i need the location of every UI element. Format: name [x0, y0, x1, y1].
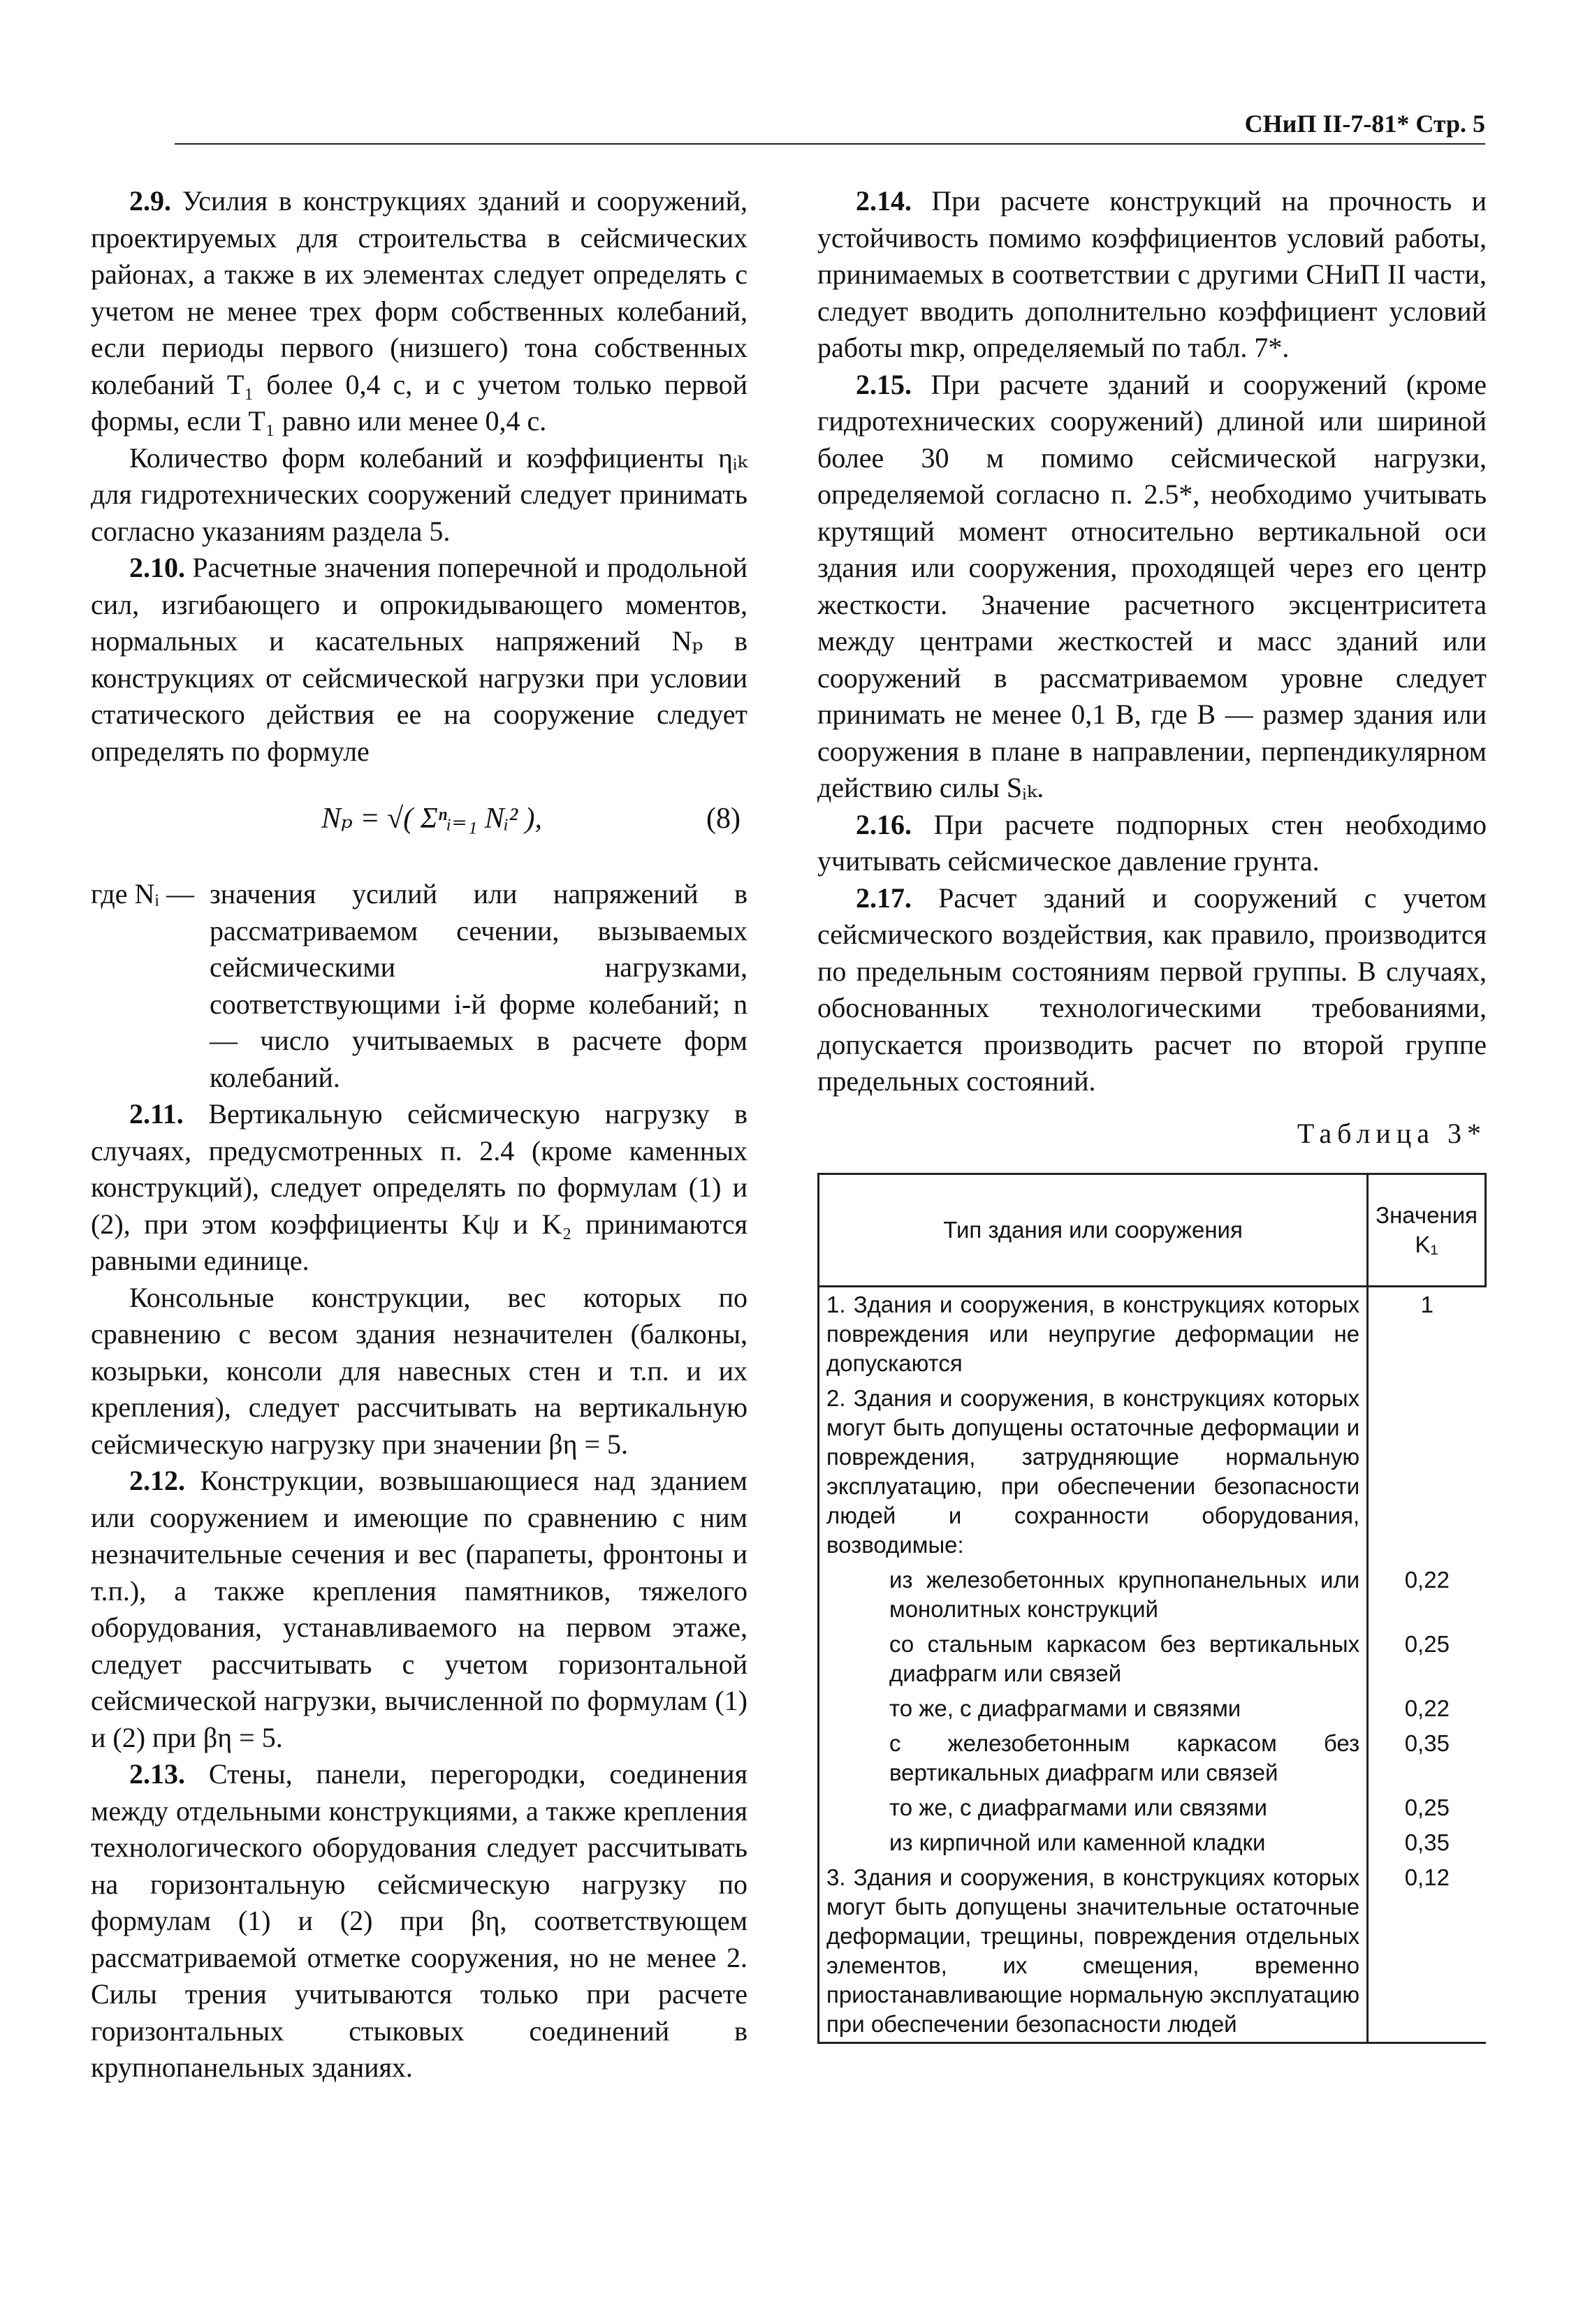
legend-term: где Nᵢ —	[91, 878, 194, 909]
table-row	[819, 1381, 1486, 1563]
table-cell-type: 1. Здания и сооружения, в конструкциях которых повреждения или неупругие деформации не допускаются	[819, 1287, 1368, 1382]
formula-number: (8)	[706, 802, 741, 835]
formula-expression: Nₚ = √( Σⁿᵢ₌₁ Nᵢ² ),	[321, 802, 543, 835]
table-cell-type: со стальным каркасом без вертикальных диафрагм или связей	[819, 1627, 1368, 1691]
table-cell-value: 0,35	[1368, 1825, 1486, 1860]
header-rule	[175, 143, 1485, 145]
table-body	[819, 1287, 1486, 2043]
paragraph-text: Расчетные значения поперечной и продольной сил, изгибающего и опрокидывающего моментов, нормальных и касательных напряжений Nₚ в конструкциях от сейсмической нагрузки при условии статического действия ее на сооружение следует определять по формуле	[91, 552, 747, 767]
table-cell-value: 0,25	[1368, 1790, 1486, 1825]
table-caption: Таблица 3*	[1297, 1117, 1487, 1149]
table-row	[819, 1563, 1486, 1627]
section-number: 2.17.	[856, 882, 912, 914]
legend-description: значения усилий или напряжений в рассматриваемом сечении, вызываемых сейсмическими нагрузками, соответствующими i-й форме колебаний; n — число учитываемых в расчете форм колебаний.	[210, 878, 747, 1093]
table-3	[817, 1173, 1487, 2044]
paragraph-text: Стены, панели, перегородки, соединения между отдельными конструкциями, а также крепления технологического оборудования следует рассчитывать на горизонтальную сейсмическую нагрузку по формулам (1) и (2) при βη, соответствующем рассматриваемой отметке сооружения, но не менее 2. Силы трения учитываются только при расчете горизонтальных стыковых соединений в крупнопанельных зданиях.	[91, 1758, 747, 2083]
table-row	[819, 1860, 1486, 2043]
table-cell-value	[1368, 1381, 1486, 1563]
table-row	[819, 1627, 1486, 1691]
paragraph-2-10	[91, 550, 747, 770]
table-cell-type: из кирпичной или каменной кладки	[819, 1825, 1368, 1860]
table-row	[819, 1790, 1486, 1825]
paragraph-text: При расчете зданий и сооружений (кроме гидротехнических сооружений) длиной или шириной более 30 м помимо сейсмической нагрузки, определяемой согласно п. 2.5*, необходимо учитывать крутящий момент относительно вертикальной оси здания или сооружения, проходящей через его центр жесткости. Значение расчетного эксцентриситета между центрами жесткостей и масс зданий или сооружений в рассматриваемом уровне следует принимать не менее 0,1 B, где B — размер здания или сооружения в плане в направлении, перпендикулярном действию силы Sᵢₖ.	[817, 368, 1487, 803]
table-row	[819, 1726, 1486, 1790]
table-row	[819, 1287, 1486, 1382]
table-cell-type: то же, с диафрагмами и связями	[819, 1691, 1368, 1726]
table-cell-value: 0,12	[1368, 1860, 1486, 2043]
section-number: 2.15.	[856, 368, 912, 400]
section-number: 2.9.	[129, 185, 171, 217]
paragraph-text: Расчет зданий и сооружений с учетом сейсмического воздействия, как правило, производится по предельным состояниям первой группы. В случаях, обоснованных технологическими требованиями, допускается производить расчет по второй группе предельных состояний.	[817, 882, 1487, 1097]
table-header-row	[819, 1174, 1486, 1287]
paragraph-2-14	[817, 183, 1487, 367]
table-cell-value: 0,22	[1368, 1563, 1486, 1627]
paragraph-text: Усилия в конструкциях зданий и сооружений, проектируемых для строительства в сейсмических районах, а также в их элементах следует определять с учетом не менее трех форм собственных колебаний, если периоды первого (низшего) тона собственных колебаний T₁ более 0,4 с, и с учетом только первой формы, если T₁ равно или менее 0,4 с.	[91, 185, 747, 437]
section-number: 2.10.	[129, 552, 185, 583]
table-row	[819, 1691, 1486, 1726]
paragraph-2-17	[817, 880, 1487, 1100]
table-cell-value: 0,35	[1368, 1726, 1486, 1790]
paragraph-2-15	[817, 367, 1487, 807]
paragraph-text: При расчете конструкций на прочность и устойчивость помимо коэффициентов условий работы, принимаемых в соответствии с другими СНиП II части, следует вводить дополнительно коэффициент условий работы mкр, определяемый по табл. 7*.	[817, 185, 1487, 363]
page-header: СНиП II-7-81* Стр. 5	[1244, 110, 1485, 138]
paragraph-2-9-b: Количество форм колебаний и коэффициенты ηᵢₖ для гидротехнических сооружений следует принимать согласно указаниям раздела 5.	[91, 441, 747, 547]
table-cell-value: 0,22	[1368, 1691, 1486, 1726]
table-cell-value: 1	[1368, 1287, 1486, 1382]
section-number: 2.11.	[129, 1098, 184, 1130]
formula-legend	[91, 876, 747, 1096]
paragraph-2-11	[91, 1096, 747, 1280]
table-cell-type: с железобетонным каркасом без вертикальных диафрагм или связей	[819, 1726, 1368, 1790]
table-header-value: Значения K₁	[1368, 1174, 1486, 1287]
table-cell-type: 3. Здания и сооружения, в конструкциях которых могут быть допущены значительные остаточные деформации, трещины, повреждения отдельных элементов, их смещения, временно приостанавливающие нормальную эксплуатацию при обеспечении безопасности людей	[819, 1860, 1368, 2043]
paragraph-2-11-b: Консольные конструкции, вес которых по сравнению с весом здания незначителен (балконы, козырьки, консоли для навесных стен и т.п. и их крепления), следует рассчитывать на вертикальную сейсмическую нагрузку при значении βη = 5.	[91, 1281, 747, 1460]
table-cell-type: то же, с диафрагмами или связями	[819, 1790, 1368, 1825]
paragraph-2-16	[817, 807, 1487, 880]
table-row	[819, 1825, 1486, 1860]
paragraph-text: При расчете подпорных стен необходимо учитывать сейсмическое давление грунта.	[817, 808, 1487, 877]
section-number: 2.14.	[856, 185, 912, 217]
paragraph-text: Вертикальную сейсмическую нагрузку в случаях, предусмотренных п. 2.4 (кроме каменных конструкций), следует определять по формулам (1) и (2), при этом коэффициенты Kψ и K₂ принимаются равными единице.	[91, 1098, 747, 1276]
table-cell-type: 2. Здания и сооружения, в конструкциях которых могут быть допущены остаточные деформации и повреждения, затрудняющие нормальную эксплуатацию, при обеспечении безопасности людей и сохранности оборудования, возводимые:	[819, 1381, 1368, 1563]
section-number: 2.13.	[129, 1758, 185, 1790]
paragraph-text: Конструкции, возвышающиеся над зданием или сооружением и имеющие по сравнению с ним незначительные сечения и вес (парапеты, фронтоны и т.п.), а также крепления памятников, тяжелого оборудования, устанавливаемого на первом этаже, следует рассчитывать с учетом горизонтальной сейсмической нагрузки, вычисленной по формулам (1) и (2) при βη = 5.	[91, 1465, 747, 1753]
left-column	[91, 183, 747, 2087]
table-cell-value: 0,25	[1368, 1627, 1486, 1691]
table-header-type: Тип здания или сооружения	[819, 1174, 1368, 1287]
paragraph-2-9	[91, 183, 747, 440]
paragraph-2-12	[91, 1463, 747, 1756]
paragraph-2-13	[91, 1756, 747, 2087]
section-number: 2.12.	[129, 1465, 185, 1496]
table-cell-type: из железобетонных крупнопанельных или монолитных конструкций	[819, 1563, 1368, 1627]
formula-8	[91, 770, 747, 868]
section-number: 2.16.	[856, 808, 912, 840]
right-column	[817, 183, 1487, 2044]
